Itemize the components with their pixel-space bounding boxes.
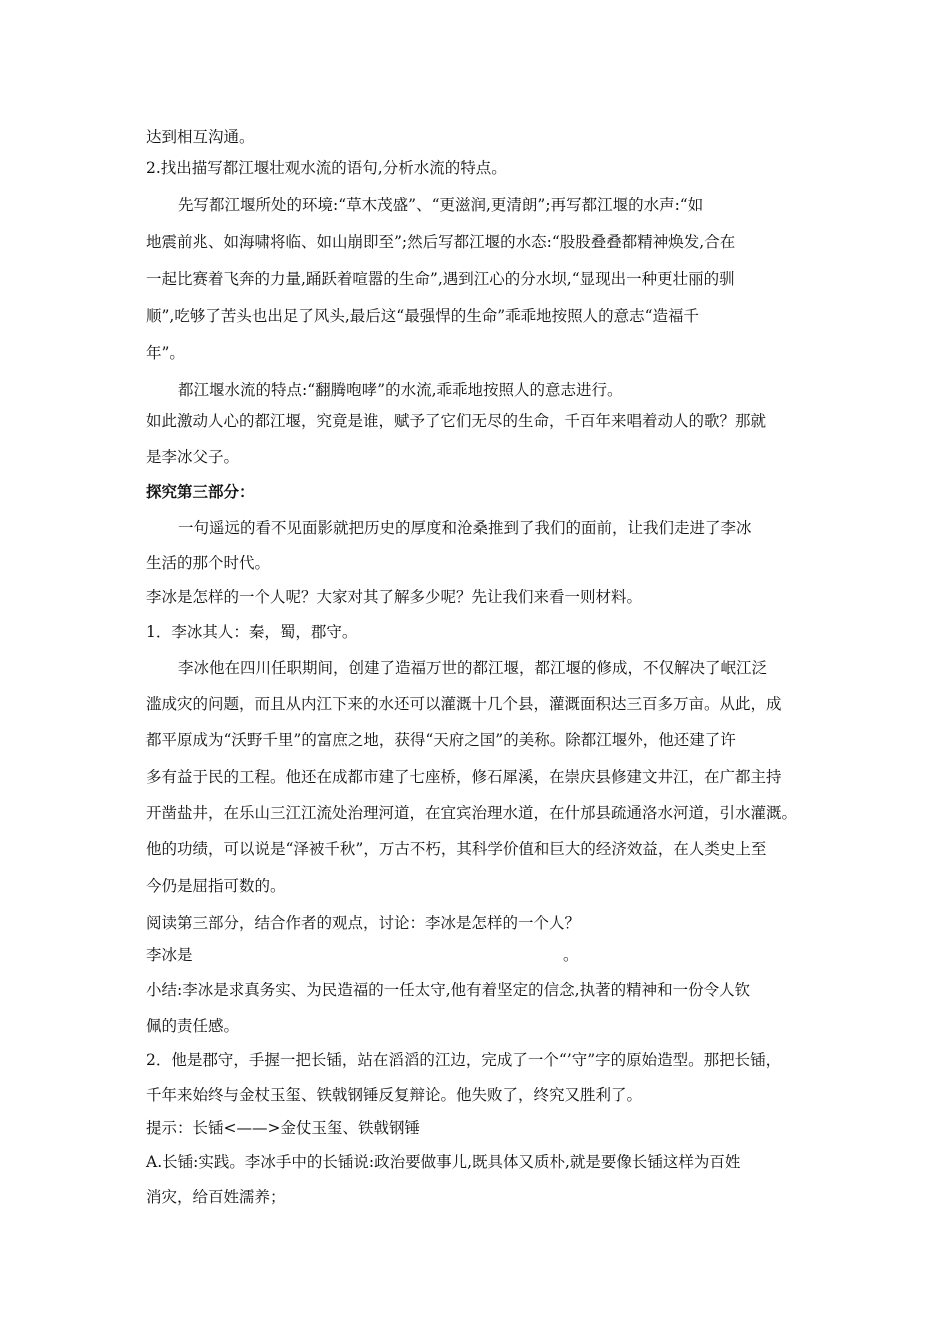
text-line: 他的功绩，可以说是“泽被千秋”，万古不朽，其科学价值和巨大的经济效益，在人类史上至 <box>146 840 767 858</box>
text-line: 地震前兆、如海啸将临、如山崩即至”;然后写都江堰的水态:“股股叠叠都精神焕发,合在 <box>146 233 736 251</box>
text-line: 是李冰父子。 <box>146 448 240 466</box>
question-2-heading: 2.找出描写都江堰壮观水流的语句,分析水流的特点。 <box>146 159 507 177</box>
hint-line: 提示：长锸<——>金仗玉玺、铁戟钢锤 <box>146 1119 420 1137</box>
section-heading: 探究第三部分： <box>146 482 255 501</box>
text-line: 如此激动人心的都江堰，究竟是谁，赋予了它们无尽的生命，千百年来唱着动人的歌？那就 <box>146 412 767 430</box>
text-line: 千年来始终与金杖玉玺、铁戟钢锤反复辩论。他失败了，终究又胜利了。 <box>146 1086 643 1104</box>
text-line: 生活的那个时代。 <box>146 554 271 572</box>
text-line: 滥成灾的问题，而且从内江下来的水还可以灌溉十几个县，灌溉面积达三百多万亩。从此，成 <box>146 695 782 713</box>
text-line: 今仍是屈指可数的。 <box>146 877 286 895</box>
fill-in-blank-end: 。 <box>563 946 579 964</box>
text-line: 一起比赛着飞奔的力量,踊跃着喧嚣的生命”,遇到江心的分水坝,“显现出一种更壮丽的驯 <box>146 270 735 288</box>
text-line: 都江堰水流的特点:“翻腾咆哮”的水流,乖乖地按照人的意志进行。 <box>178 381 623 399</box>
text-line: 顺”,吃够了苦头也出足了风头,最后这“最强悍的生命”乖乖地按照人的意志“造福千 <box>146 307 700 325</box>
text-line: A.长锸:实践。李冰手中的长锸说:政治要做事儿,既具体又质朴,就是要像长锸这样为百姓 <box>146 1153 741 1171</box>
text-line: 开凿盐井，在乐山三江江流处治理河道，在宜宾治理水道，在什邡县疏通洛水河道，引水灌溉。 <box>146 804 798 822</box>
discussion-prompt: 阅读第三部分，结合作者的观点，讨论：李冰是怎样的一个人？ <box>146 914 581 932</box>
text-line: 达到相互沟通。 <box>146 128 255 146</box>
text-line: 佩的责任感。 <box>146 1017 240 1035</box>
text-line: 一句遥远的看不见面影就把历史的厚度和沧桑推到了我们的面前，让我们走进了李冰 <box>178 519 752 537</box>
text-line: 李冰他在四川任职期间，创建了造福万世的都江堰，都江堰的修成，不仅解决了岷江泛 <box>178 659 768 677</box>
text-line: 年”。 <box>146 344 185 362</box>
text-line: 李冰是怎样的一个人呢？大家对其了解多少呢？先让我们来看一则材料。 <box>146 588 643 606</box>
fill-in-blank-label: 李冰是 <box>146 946 193 964</box>
subsection-heading: 2．他是郡守，手握一把长锸，站在滔滔的江边，完成了一个“’守”字的原始造型。那把长锸， <box>146 1051 782 1069</box>
text-line: 都平原成为“沃野千里”的富庶之地，获得“天府之国”的美称。除都江堰外，他还建了许 <box>146 731 736 749</box>
summary-line: 小结:李冰是求真务实、为民造福的一任太守,他有着坚定的信念,执著的精神和一份令人钦 <box>146 981 751 999</box>
text-line: 先写都江堰所处的环境:“草木茂盛”、“更滋润,更清朗”;再写都江堰的水声:“如 <box>178 196 704 214</box>
subsection-heading: 1．李冰其人：秦，蜀，郡守。 <box>146 623 358 641</box>
text-line: 消灾，给百姓濡养； <box>146 1188 286 1206</box>
text-line: 多有益于民的工程。他还在成都市建了七座桥，修石犀溪，在崇庆县修建文井江，在广都主持 <box>146 768 782 786</box>
